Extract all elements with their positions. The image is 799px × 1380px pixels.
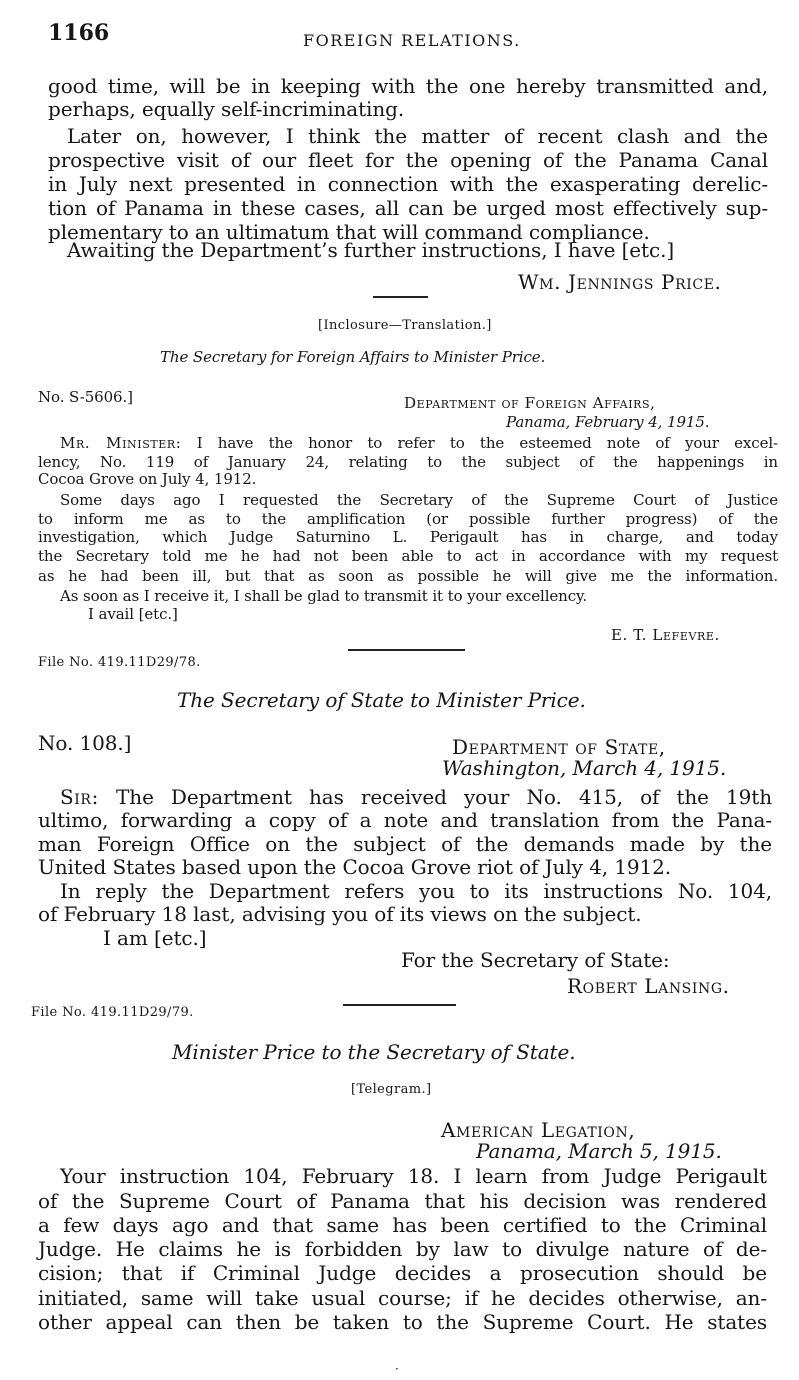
intro-line: Later on, however, I think the matter of recent clash and the <box>67 124 768 148</box>
letter-line: man Foreign Office on the subject of the demands made by the <box>38 832 772 856</box>
letter-line: cision; that if Criminal Judge decides a prosecution should be <box>38 1261 767 1285</box>
inclosure-heading: The Secretary for Foreign Affairs to Minister Price. <box>160 348 546 366</box>
letter-line: Your instruction 104, February 18. I learn from Judge Perigault <box>60 1164 767 1188</box>
signature: E. T. Lefevre. <box>611 626 720 644</box>
inclosure-label: [Inclosure—Translation.] <box>318 318 492 333</box>
letter-line: I avail [etc.] <box>88 605 178 623</box>
intro-line: Awaiting the Department’s further instructions, I have [etc.] <box>67 238 675 262</box>
place-date: Panama, March 5, 1915. <box>476 1139 722 1163</box>
legation: American Legation, <box>441 1118 636 1142</box>
print-mark: · <box>395 1362 399 1376</box>
intro-line: plementary to an ultimatum that will command compliance. <box>48 220 650 244</box>
letter-line: ultimo, forwarding a copy of a note and translation from the Pana- <box>38 808 772 832</box>
doc-heading: The Secretary of State to Minister Price. <box>177 688 586 712</box>
letter-line: United States based upon the Cocoa Grove riot of July 4, 1912. <box>38 855 671 879</box>
letter-line: of February 18 last, advising you of its views on the subject. <box>38 902 642 926</box>
intro-line: prospective visit of our fleet for the opening of the Panama Canal <box>48 148 768 172</box>
letter-line: Some days ago I requested the Secretary of the Supreme Court of Justice <box>60 491 778 509</box>
intro-line: tion of Panama in these cases, all can be urged most effectively sup- <box>48 196 768 220</box>
file-number: File No. 419.11D29/79. <box>31 1005 194 1020</box>
signature: Robert Lansing. <box>567 974 730 998</box>
letter-line: to inform me as to the amplification (or possible further progress) of the <box>38 510 778 528</box>
doc-heading: Minister Price to the Secretary of State. <box>172 1040 576 1064</box>
divider <box>373 296 428 298</box>
letter-line: As soon as I receive it, I shall be glad to transmit it to your excellency. <box>60 587 588 605</box>
divider <box>348 649 465 651</box>
intro-line: perhaps, equally self-incriminating. <box>48 97 405 121</box>
letter-line: Cocoa Grove on July 4, 1912. <box>38 470 257 488</box>
letter-line: I am [etc.] <box>103 926 207 950</box>
divider <box>343 1004 456 1006</box>
letter-line: of the Supreme Court of Panama that his decision was rendered <box>38 1189 767 1213</box>
letter-line: a few days ago and that same has been certified to the Criminal <box>38 1213 767 1237</box>
department: Department of State, <box>452 735 666 759</box>
for-line: For the Secretary of State: <box>401 948 670 972</box>
department: Department of Foreign Affairs, <box>404 394 656 412</box>
running-title: FOREIGN RELATIONS. <box>303 31 521 50</box>
letter-line: In reply the Department refers you to its instructions No. 104, <box>60 879 772 903</box>
place-date: Panama, February 4, 1915. <box>506 413 710 431</box>
signature: Wm. Jennings Price. <box>518 270 722 294</box>
letter-line: as he had been ill, but that as soon as possible he will give me the information. <box>38 567 778 585</box>
letter-line: Mr. Minister: I have the honor to refer to the esteemed note of your excel- <box>60 434 779 452</box>
salutation: Mr. Minister: <box>60 434 182 452</box>
intro-line: good time, will be in keeping with the one hereby transmitted and, <box>48 74 768 98</box>
letter-line: investigation, which Judge Saturnino L. Perigault has in charge, and today <box>38 528 778 546</box>
letter-line: the Secretary told me he had not been able to act in accordance with my request <box>38 547 778 565</box>
intro-line: in July next presented in connection with the exasperating derelic- <box>48 172 768 196</box>
letter-line: other appeal can then be taken to the Supreme Court. He states <box>38 1310 767 1334</box>
salutation: Sir: <box>60 785 99 809</box>
doc-number: No. 108.] <box>38 731 132 755</box>
file-number: File No. 419.11D29/78. <box>38 655 201 670</box>
letter-line: Judge. He claims he is forbidden by law to divulge nature of de- <box>38 1237 767 1261</box>
letter-line: lency, No. 119 of January 24, relating to the subject of the happenings in <box>38 453 778 471</box>
page-number: 1166 <box>48 20 110 46</box>
letter-line: initiated, same will take usual course; if he decides otherwise, an- <box>38 1286 767 1310</box>
place-date: Washington, March 4, 1915. <box>442 756 727 780</box>
letter-line: Sir: The Department has received your No. 415, of the 19th <box>60 785 772 809</box>
telegram-label: [Telegram.] <box>351 1082 432 1097</box>
doc-number: No. S-5606.] <box>38 388 133 406</box>
